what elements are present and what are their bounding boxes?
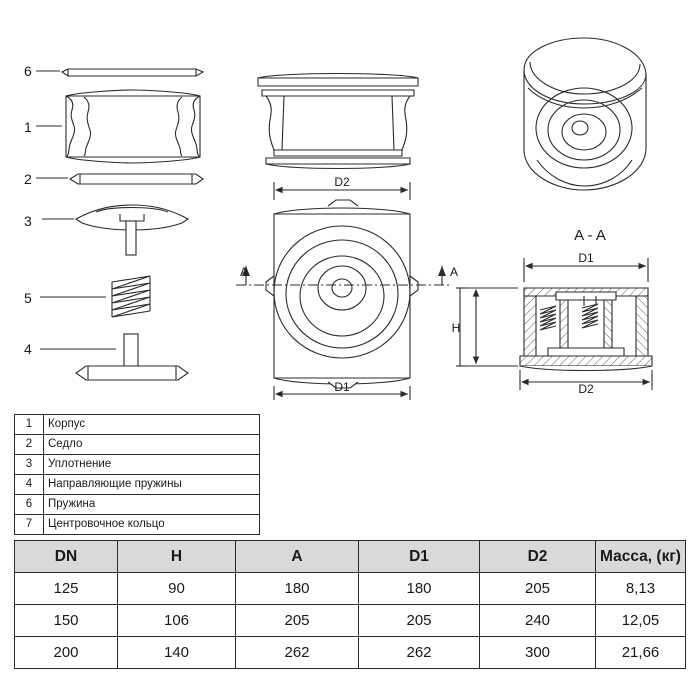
part-number: 4 bbox=[15, 475, 44, 495]
table-row bbox=[15, 515, 260, 535]
part-name: Пружина bbox=[44, 495, 260, 515]
callout-4: 4 bbox=[24, 341, 32, 357]
part-name: Центровочное кольцо bbox=[44, 515, 260, 535]
table-header-row bbox=[15, 541, 686, 573]
cell-dn: 150 bbox=[15, 605, 118, 637]
part-3-sealing-disc bbox=[76, 205, 188, 255]
part-number: 6 bbox=[15, 495, 44, 515]
label-section-title: A - A bbox=[574, 227, 606, 244]
cell-h: 106 bbox=[118, 605, 236, 637]
table-row bbox=[15, 573, 686, 605]
callout-3: 3 bbox=[24, 213, 32, 229]
table-row bbox=[15, 435, 260, 455]
label-d2-section: D2 bbox=[578, 382, 594, 396]
spec-table-body bbox=[15, 573, 686, 669]
column-header-d1: D1 bbox=[359, 541, 480, 573]
part-name: Корпус bbox=[44, 415, 260, 435]
column-header-mass: Масса, (кг) bbox=[596, 541, 686, 573]
assembled-side-view bbox=[258, 74, 418, 169]
part-number: 3 bbox=[15, 455, 44, 475]
callout-2: 2 bbox=[24, 171, 32, 187]
label-section-a-right: A bbox=[450, 265, 459, 279]
cell-h: 140 bbox=[118, 637, 236, 669]
cell-dn: 125 bbox=[15, 573, 118, 605]
cell-d2: 300 bbox=[480, 637, 596, 669]
part-name: Седло bbox=[44, 435, 260, 455]
table-row bbox=[15, 637, 686, 669]
plan-front-view bbox=[266, 200, 418, 388]
cell-a: 180 bbox=[236, 573, 359, 605]
part-number: 1 bbox=[15, 415, 44, 435]
cell-dn: 200 bbox=[15, 637, 118, 669]
table-row bbox=[15, 415, 260, 435]
part-6-spring-ring bbox=[62, 69, 203, 76]
dimension-h bbox=[468, 288, 518, 366]
cell-h: 90 bbox=[118, 573, 236, 605]
callout-6: 6 bbox=[24, 63, 32, 79]
section-view-a-a bbox=[520, 288, 652, 371]
column-header-d2: D2 bbox=[480, 541, 596, 573]
cell-mass: 12,05 bbox=[596, 605, 686, 637]
part-4-guide bbox=[76, 334, 188, 380]
part-name: Направляющие пружины bbox=[44, 475, 260, 495]
cell-d2: 205 bbox=[480, 573, 596, 605]
label-h: H bbox=[451, 321, 461, 335]
column-header-h: H bbox=[118, 541, 236, 573]
table-row bbox=[15, 605, 686, 637]
spec-table-head bbox=[15, 541, 686, 573]
table-row bbox=[15, 455, 260, 475]
cell-a: 205 bbox=[236, 605, 359, 637]
table-row bbox=[15, 475, 260, 495]
cell-a: 262 bbox=[236, 637, 359, 669]
section-arrow-right bbox=[438, 266, 446, 285]
part-number: 2 bbox=[15, 435, 44, 455]
part-5-coil-spring bbox=[112, 276, 150, 317]
callout-5: 5 bbox=[24, 290, 32, 306]
label-d1-section: D1 bbox=[578, 251, 594, 265]
column-header-dn: DN bbox=[15, 541, 118, 573]
part-number: 7 bbox=[15, 515, 44, 535]
isometric-3d-view bbox=[524, 38, 646, 190]
part-2-seat bbox=[70, 174, 203, 184]
part-1-body bbox=[66, 90, 200, 163]
cell-mass: 8,13 bbox=[596, 573, 686, 605]
callout-1: 1 bbox=[24, 119, 32, 135]
label-section-a-left: A bbox=[240, 265, 249, 279]
cell-d2: 240 bbox=[480, 605, 596, 637]
part-name: Уплотнение bbox=[44, 455, 260, 475]
specification-table bbox=[14, 540, 686, 669]
cell-mass: 21,66 bbox=[596, 637, 686, 669]
cell-d1: 205 bbox=[359, 605, 480, 637]
cell-d1: 180 bbox=[359, 573, 480, 605]
cell-d1: 262 bbox=[359, 637, 480, 669]
column-header-a: A bbox=[236, 541, 359, 573]
parts-legend-body bbox=[15, 415, 260, 535]
parts-legend-table bbox=[14, 414, 260, 535]
label-d2-top: D2 bbox=[334, 175, 350, 189]
table-row bbox=[15, 495, 260, 515]
label-d1-bottom: D1 bbox=[334, 380, 350, 394]
